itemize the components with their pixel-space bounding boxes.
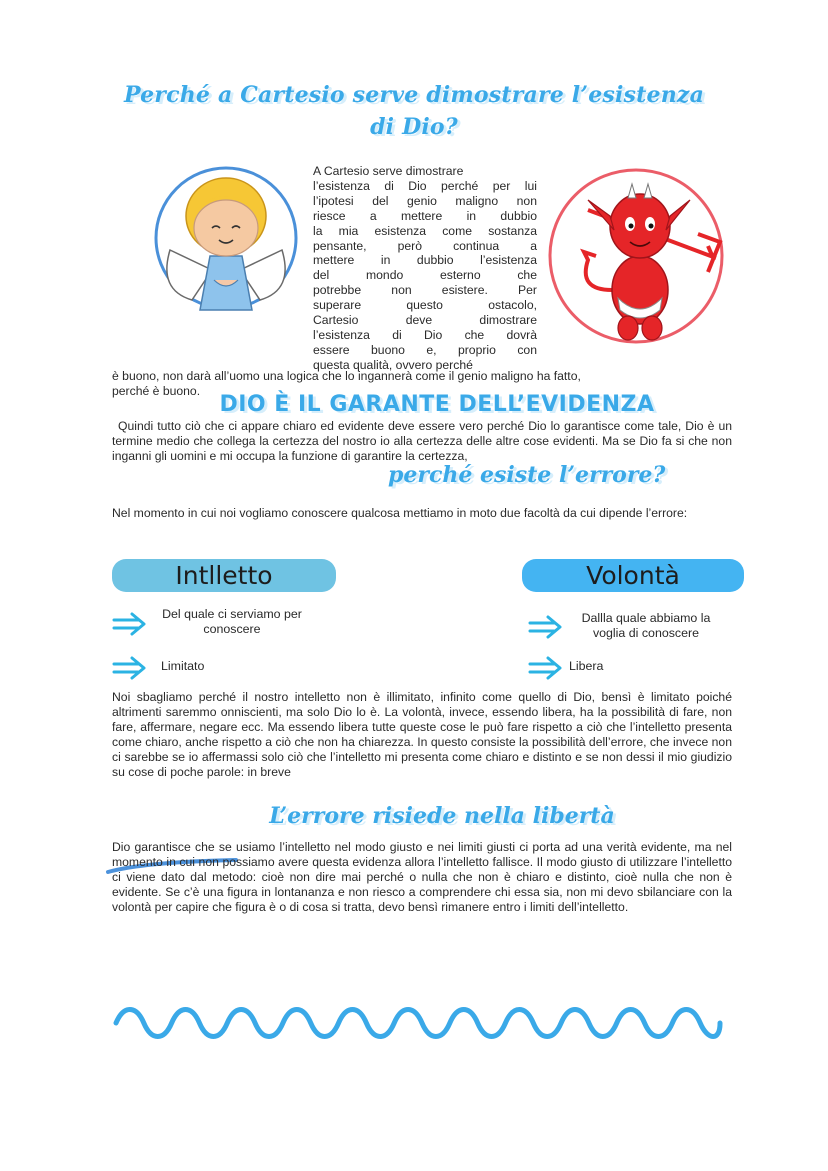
title-line-2: di Dio? — [370, 114, 458, 140]
intro-line: perché è buono. — [112, 383, 201, 398]
devil-icon — [548, 160, 724, 360]
intro-column — [313, 164, 537, 373]
title-line-1: Perché a Cartesio serve dimostrare l’esistenza — [123, 82, 705, 108]
section4-text — [112, 840, 732, 915]
intro-line: la mia esistenza come sostanza — [313, 223, 537, 238]
arrow-icon — [112, 612, 148, 641]
intro-line: l’ipotesi del genio maligno non — [313, 193, 537, 208]
intro-line: A Cartesio serve dimostrare — [313, 164, 464, 178]
angel-illustration — [152, 160, 300, 320]
intro-line: riesce a mettere in dubbio — [313, 208, 537, 223]
section1-paragraph: Quindi tutto ciò che ci appare chiaro ed evidente deve essere vero perché Dio lo garantisce come tale, Dio è un termine medio che collega la certezza del nostro io alla certezza delle altre cose evidenti. Ma se Dio fa si che non inganni gli uomini e mi occupa la funzione di garantire la certezza, — [112, 419, 732, 463]
section-heading-errore: perché esiste l’errore? — [388, 462, 666, 488]
intro-line: potrebbe non esistere. Per — [313, 283, 537, 298]
intro-line: è buono, non darà all’uomo una logica che lo ingannerà come il genio maligno ha fatto, — [112, 369, 581, 383]
intro-line: l’esistenza di Dio perché per lui — [313, 178, 537, 193]
faculty-pill-intelletto: Intlletto — [112, 559, 336, 592]
section4-paragraph: Dio garantisce che se usiamo l’intelletto nel modo giusto e nei limiti giusti ci porta ad una verità evidente, ma nel momento in cui non possiamo avere questa evidenza allora l’intelletto fallisce. Il modo giusto di utilizzare l’intelletto ci viene dato dal metodo: cioè non dire mai perché o nulla che non è chiaro e distinto, cioè nulla che non è evidente. Se c’è una figura in lontananza e non riesco a comprendere chi essa sia, non mi devo sbilanciare con la volontà per capire che figura è o di cosa si tratta, devo bensì rimanere entro i limiti dell’intelletto. — [112, 840, 732, 914]
intro-line: questa qualità, ovvero perché — [313, 357, 473, 372]
intro-line: l’esistenza di Dio che dovrà — [313, 327, 537, 342]
intro-line: del mondo esterno che — [313, 268, 537, 283]
intro-line: pensante, però continua a — [313, 238, 537, 253]
intro-line: Cartesio deve dimostrare — [313, 313, 537, 328]
devil-illustration — [548, 160, 724, 360]
section-heading-garante: DIO È IL GARANTE DELL’EVIDENZA — [219, 392, 655, 417]
section3-paragraph: Noi sbagliamo perché il nostro intelletto non è illimitato, infinito come quello di Dio, bensì è limitato poiché altrimenti saremmo onniscienti, ma solo Dio lo è. La volontà, invece, essendo libera, ha la possibilità di fare, non fare, affermare, negare ecc. Ma essendo libera tutte queste cose le può fare rispetto a ciò che l’intelletto presenta come chiaro, anche rispetto a ciò che non ha chiarezza. In questo consiste la possibilità dell’errore, che invece non ci sarebbe se io affermassi solo ciò che l’intelletto mi presenta come chiaro e distinto e se non dessi il mio giudizio su cose di poche parole: in breve — [112, 690, 732, 779]
list-item-left-1: Del quale ci serviamo per conoscere — [162, 607, 302, 636]
list-item-right-1: Dallla quale abbiamo la voglia di conoscere — [581, 611, 711, 640]
list-item-left-2: Limitato — [161, 659, 205, 673]
section2-text — [112, 506, 732, 521]
wave-decoration — [112, 998, 724, 1048]
faculty-pill-volonta: Volontà — [522, 559, 744, 592]
page-title — [60, 82, 768, 140]
section1-text — [112, 419, 732, 464]
intro-line: mettere in dubbio l’esistenza — [313, 253, 537, 268]
arrow-icon — [112, 656, 148, 685]
angel-icon — [152, 160, 300, 320]
arrow-icon — [528, 656, 564, 685]
section-heading-liberta: L’errore risiede nella libertà — [269, 803, 615, 829]
intro-line: superare questo ostacolo, — [313, 298, 537, 313]
intro-line: essere buono e, proprio con — [313, 342, 537, 357]
section2-paragraph: Nel momento in cui noi vogliamo conoscere qualcosa mettiamo in moto due facoltà da cui dipende l’errore: — [112, 506, 688, 520]
arrow-icon — [528, 615, 564, 644]
list-item-right-2: Libera — [569, 659, 604, 673]
section3-text — [112, 690, 732, 779]
